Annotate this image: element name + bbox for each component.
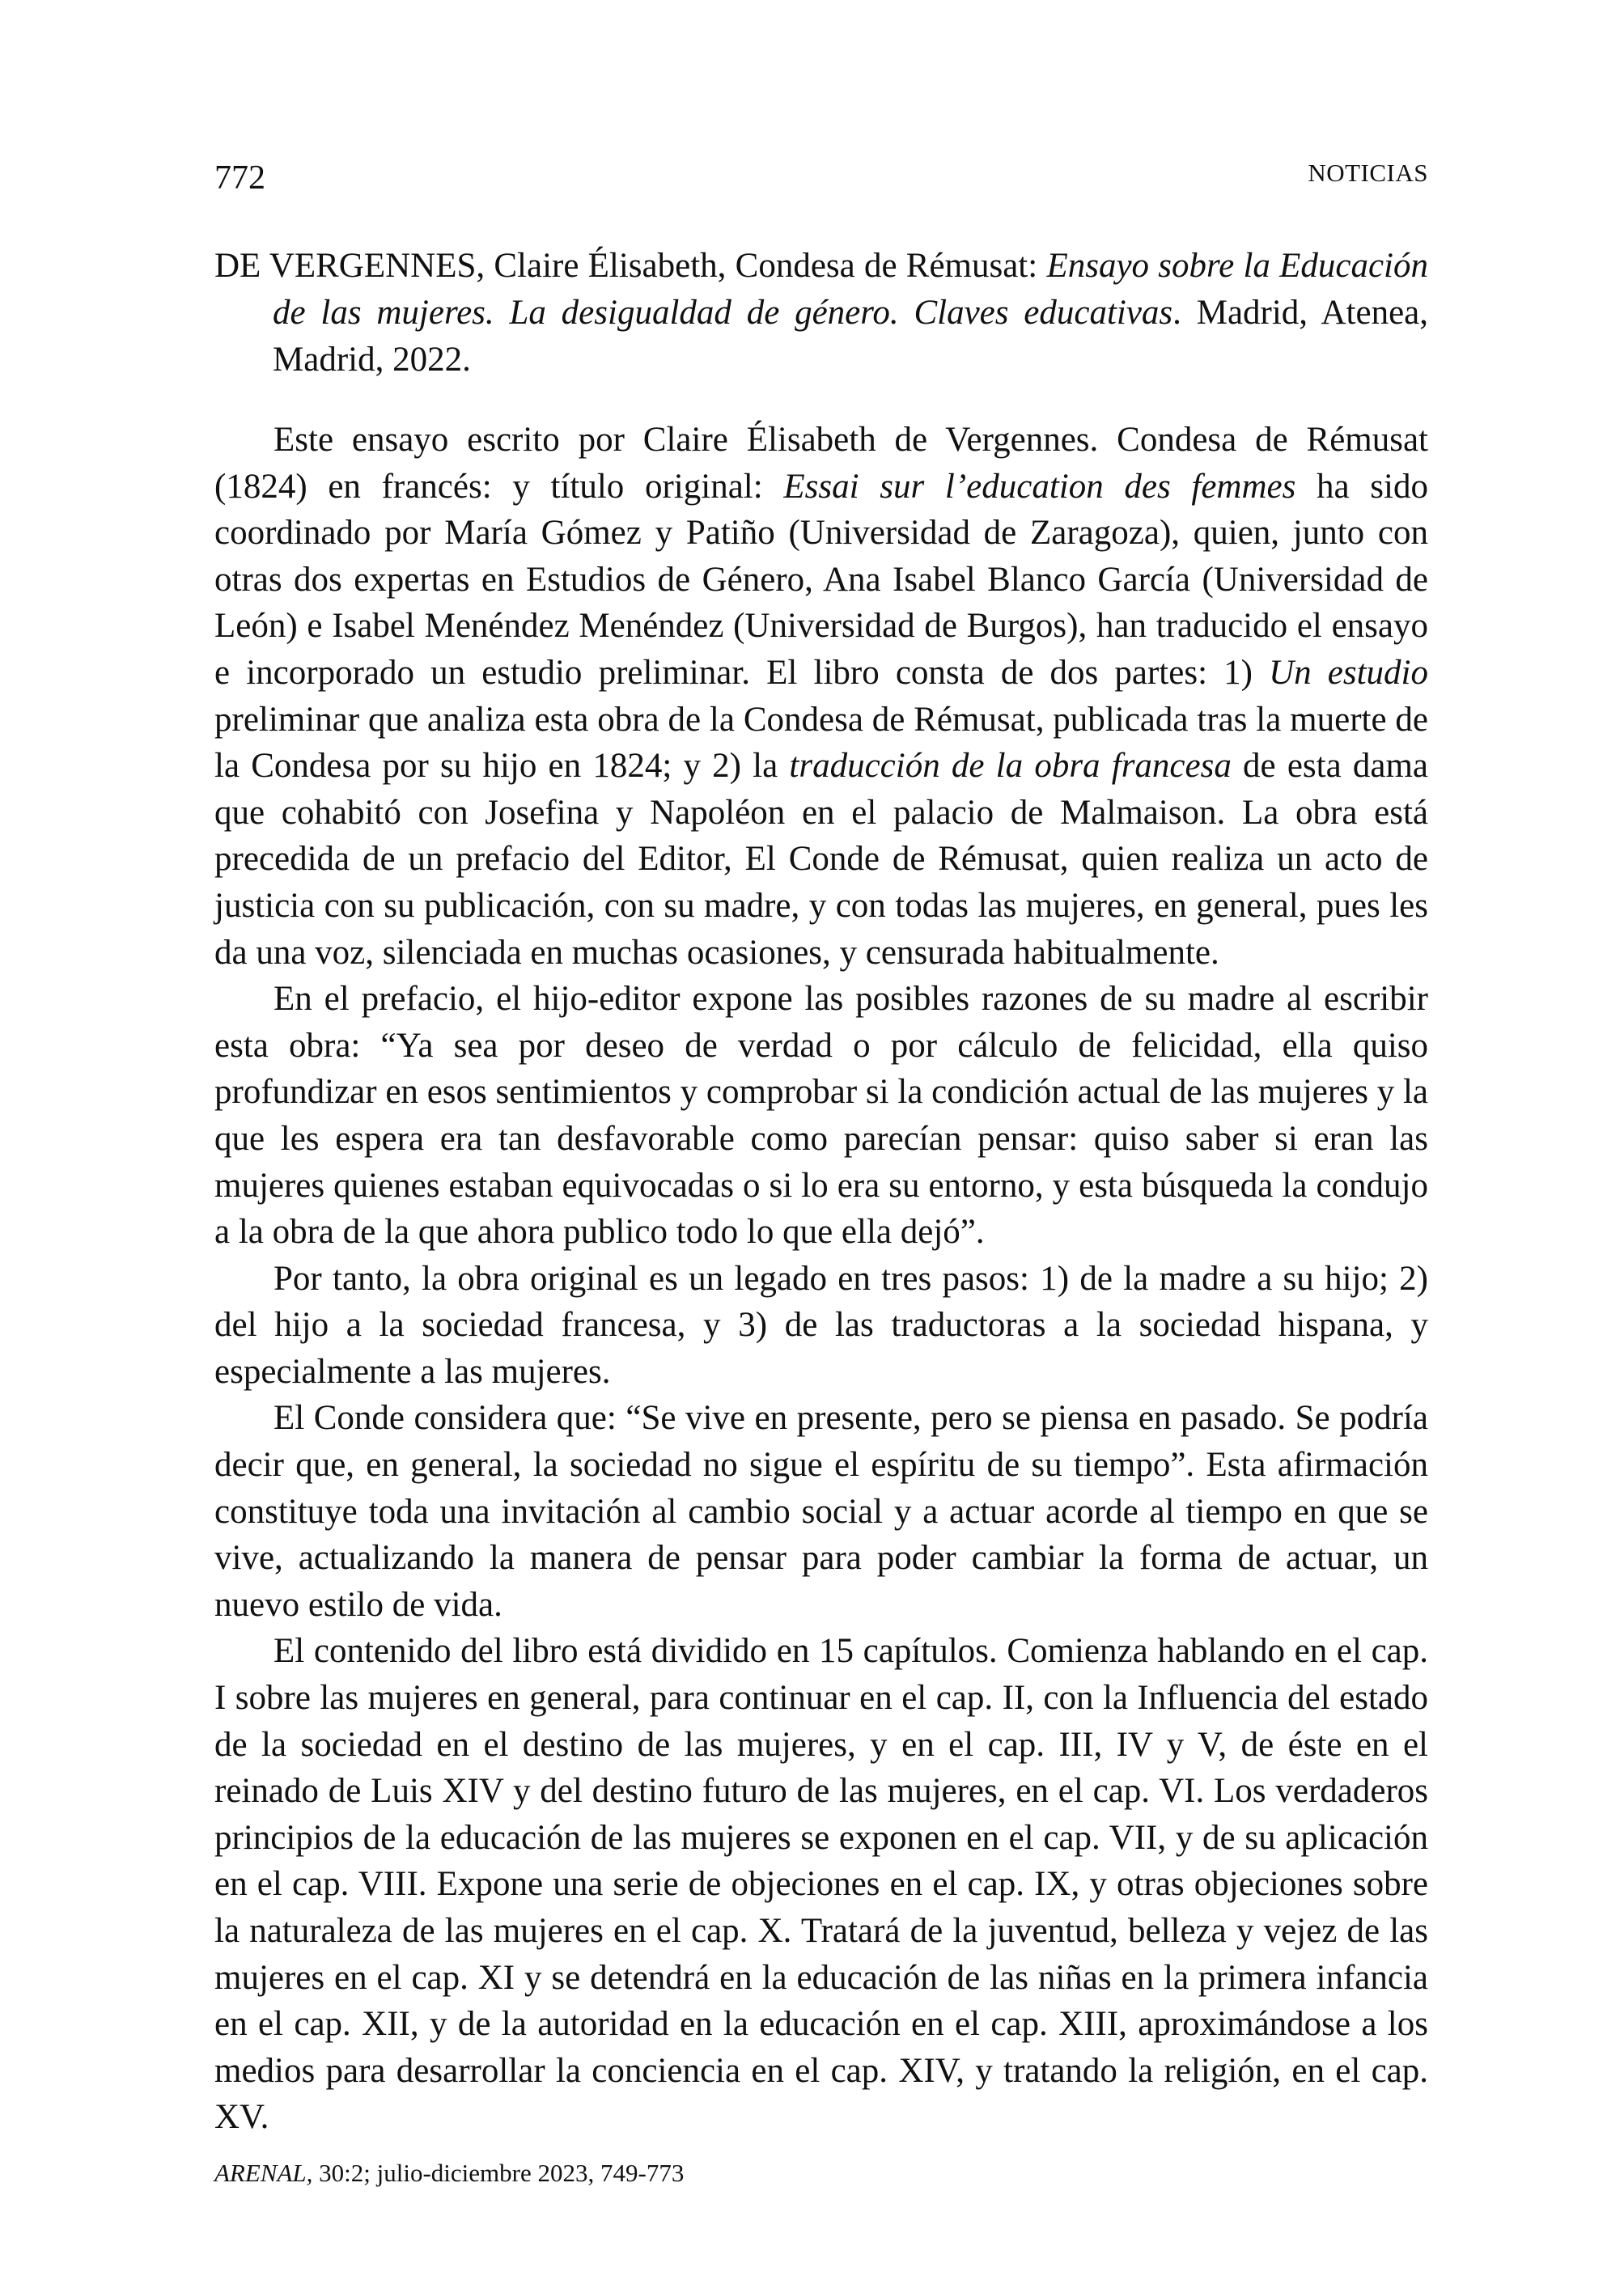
text-segment: En el prefacio, el hijo-editor expone las posibles razones de su madre al escribir esta obra: “Ya sea por deseo de verdad o por cálculo de felicidad, ella quiso profundizar en esos sentimientos y comprobar si la condición actual de las mujeres y la que les espera era tan desfavorable como parecían pensar: quiso saber si eran las mujeres quienes estaban equivocadas o si lo era su entorno, y esta búsqueda la condujo a la obra de la que ahora publico todo lo que ella dejó”. xyxy=(214,980,1428,1252)
journal-name: ARENAL, xyxy=(214,2159,313,2187)
page-number: 772 xyxy=(214,159,265,197)
review-body xyxy=(214,417,1428,2141)
italic-text: Un estudio xyxy=(1269,653,1428,692)
text-segment: DE VERGENNES, Claire Élisabeth, Condesa de Rémusat: xyxy=(214,247,1047,285)
text-segment: Por tanto, la obra original es un legado en tres pasos: 1) de la madre a su hijo; 2) del hijo a la sociedad francesa, y 3) de las traductoras a la sociedad hispana, y especialmente a las mujeres. xyxy=(214,1259,1428,1391)
text-segment: El contenido del libro está dividido en 15 capítulos. Comienza hablando en el cap. I sobre las mujeres en general, para continuar en el cap. II, con la Influencia del estado de la sociedad en el destino de las mujeres, y en el cap. III, IV y V, de éste en el reinado de Luis XIV y del destino futuro de las mujeres, en el cap. VI. Los verdaderos principios de la educación de las mujeres se exponen en el cap. VII, y de su aplicación en el cap. VIII. Expone una serie de objeciones en el cap. IX, y otras objeciones sobre la naturaleza de las mujeres en el cap. X. Tratará de la juventud, belleza y vejez de las mujeres en el cap. XI y se detendrá en la educación de las niñas en la primera infancia en el cap. XII, y de la autoridad en la educación en el cap. XIII, aproximándose a los medios para desarrollar la conciencia en el cap. XIV, y tratando la religión, en el cap. XV. xyxy=(214,1632,1428,2137)
journal-citation: 30:2; julio-diciembre 2023, 749-773 xyxy=(312,2159,685,2187)
book-reference xyxy=(214,243,1428,384)
paragraph xyxy=(214,1628,1428,2141)
text-segment: de esta dama que cohabitó con Josefina y Napoléon en el palacio de Malmaison. La obra está precedida de un prefacio del Editor, El Conde de Rémusat, quien realiza un acto de justicia con su publicación, con su madre, y con todas las mujeres, en general, pues les da una voz, silenciada en muchas ocasiones, y censurada habitualmente. xyxy=(214,747,1428,972)
paragraph xyxy=(214,1256,1428,1396)
italic-text: Essai sur l’education des femmes xyxy=(783,467,1296,506)
paragraph xyxy=(214,976,1428,1256)
italic-text: Ensayo sobre la Educación de las mujeres. La desigualdad de género. Claves educativas xyxy=(273,247,1429,332)
paragraph xyxy=(214,417,1428,976)
paragraph xyxy=(214,1395,1428,1628)
text-segment: El Conde considera que: “Se vive en presente, pero se piensa en pasado. Se podría decir que, en general, la sociedad no sigue el espíritu de su tiempo”. Esta afirmación constituye toda una invitación al cambio social y a actuar acorde al tiempo en que se vive, actualizando la manera de pensar para poder cambiar la forma de actuar, un nuevo estilo de vida. xyxy=(214,1399,1428,1624)
running-head: NOTICIAS xyxy=(1308,159,1428,187)
text-segment: . Madrid, Atenea, Madrid, 2022. xyxy=(273,294,1428,379)
text-segment: Este ensayo escrito por Claire Élisabeth de Vergennes. Condesa de Rémusat (1824) en francés: y título original: xyxy=(214,421,1428,506)
journal-footer xyxy=(214,2159,684,2188)
italic-text: traducción de la obra francesa xyxy=(789,747,1232,786)
text-segment: ha sido coordinado por María Gómez y Patiño (Universidad de Zaragoza), quien, junto con otras dos expertas en Estudios de Género, Ana Isabel Blanco García (Universidad de León) e Isabel Menéndez Menéndez (Universidad de Burgos), han traducido el ensayo e incorporado un estudio preliminar. El libro consta de dos partes: 1) xyxy=(214,467,1428,692)
text-segment: preliminar que analiza esta obra de la Condesa de Rémusat, publicada tras la muerte de la Condesa por su hijo en 1824; y 2) la xyxy=(214,700,1428,786)
